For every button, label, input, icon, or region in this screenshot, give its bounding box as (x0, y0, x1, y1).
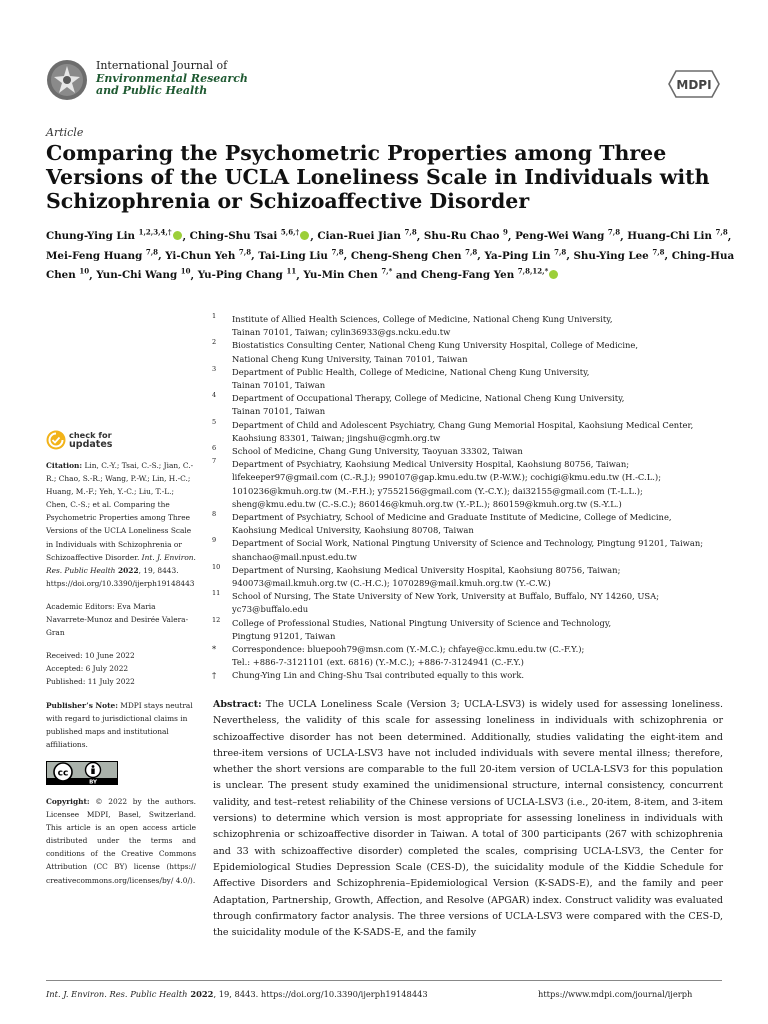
footer-doi[interactable]: , 19, 8443. https://doi.org/10.3390/ijerph19148443 (213, 989, 428, 999)
affiliation-number: 7 (212, 457, 217, 466)
author-entry (258, 247, 344, 262)
mdpi-logo (666, 68, 722, 100)
journal-name-line3: and Public Health (96, 84, 208, 97)
affiliation-item (212, 564, 732, 590)
check-updates-line1: check for (69, 430, 112, 440)
journal-name-line2: Environmental Research (96, 71, 248, 85)
author-name[interactable]: Shu-Ru Chao (423, 230, 500, 243)
affiliation-number: 1 (212, 312, 217, 320)
author-name[interactable]: Yu-Ping Chang (197, 269, 283, 282)
check-for-updates-button[interactable] (46, 430, 126, 452)
article-type: Article (46, 126, 84, 139)
author-entry (303, 266, 393, 282)
affiliation-number: 12 (212, 615, 221, 624)
affiliation-line: School of Medicine, Chang Gung University, Taoyuan 33302, Taiwan (232, 446, 523, 457)
affiliation-item (212, 537, 732, 563)
journal-name-line1: International Journal of (96, 59, 228, 72)
author-affiliation-marks: 9 (503, 228, 508, 237)
affiliation-item (212, 445, 732, 458)
citation-year: 2022 (115, 565, 139, 575)
author-name[interactable]: Ching-Shu Tsai (189, 230, 278, 243)
citation-text: Lin, C.-Y.; Tsai, C.-S.; Jian, C.-R.; Chao, S.-R.; Wang, P.-W.; Lin, H.-C.; Huang, M.-F.; Yeh, Y.-C.; Liu, T.-L.; Chen, C.-S.; et al. Comparing the Psychometric Properties among Three Versions of the UCLA Loneliness Scale in Individuals with Schizophrenia or Schizoaffective Disorder. (46, 461, 194, 562)
footer-journal-url[interactable]: https://www.mdpi.com/journal/ijerph (538, 989, 693, 999)
author-name[interactable]: Peng-Wei Wang (515, 230, 605, 243)
author-entry (317, 230, 416, 242)
affiliation-line: Tainan 70101, Taiwan; cylin36933@gs.ncku.edu.tw (232, 327, 451, 338)
author-affiliation-marks: 10 (79, 266, 90, 276)
journal-logo (46, 59, 88, 101)
affiliation-line: School of Nursing, The State University of New York, University at Buffalo, Buffalo, NY 14260, USA; (232, 591, 660, 602)
affiliation-line: Tainan 70101, Taiwan (232, 406, 326, 417)
affiliation-number: 6 (212, 444, 217, 453)
affiliation-number: 4 (212, 391, 217, 400)
abstract-text: The UCLA Loneliness Scale (Version 3; UCLA-LSV3) is widely used for assessing loneliness. Nevertheless, the validity of this scale for assessing loneliness in individuals with schizophrenia or schizoaffective disorder has not been determined. Additionally, studies validating the eight-item and three-item versions of UCLA-LSV3 have not included individuals with severe mental illness; therefore, whether the short versions are comparable to the full 20-item version of UCLA-LSV3 for this population is unclear. The present study examined the unidimensional structure, internal consistency, concurrent validity, and test–retest reliability of the Chinese versions of UCLA-LSV3 (i.e., 20-item, 8-item, and 3-item versions) to determine which version is most appropriate for assessing loneliness in individuals with schizophrenia or schizoaffective disorder in Taiwan. A total of 300 participants (267 with schizophrenia and 33 with schizoaffective disorder) completed the scales, comprising UCLA-LSV3, the Center for Epidemiological Studies Depression Scale (CES-D), the suicidality module of the Kiddie Schedule for Affective Disorders and Schizophrenia–Epidemiological Version (K-SADS-E), and the family and peer Adaptation, Partnership, Growth, Affection, and Resolve (APGAR) index. Construct validity was evaluated through confirmatory factor analysis. The three versions of UCLA-LSV3 were compared with the CES-D, the suicidality module of the K-SADS-E, and the family (213, 699, 723, 939)
affiliation-line: yc73@buffalo.edu (232, 604, 309, 615)
author-affiliation-marks: 7,8 (554, 247, 567, 257)
author-entry (420, 266, 559, 282)
article-title: Comparing the Psychometric Properties among Three Versions of the UCLA Loneliness Scale in Individuals with Schizophrenia or Schizoaffective Disorder (46, 141, 710, 213)
affiliation-line: Department of Psychiatry, School of Medicine and Graduate Institute of Medicine, College of Medicine, (232, 512, 672, 523)
copyright-text: © 2022 by the authors. Licensee MDPI, Basel, Switzerland. This article is an open access article distributed under the terms and conditions of the Creative Commons Attribution (CC BY) license (https:// creativecommons.org/licenses/by/ 4.0/). (46, 796, 196, 885)
author-entry (46, 230, 183, 242)
affiliation-line: Correspondence: bluepooh79@msn.com (Y.-M.C.); chfaye@cc.kmu.edu.tw (C.-F.Y.); (232, 644, 585, 655)
author-name[interactable]: Chung-Ying Lin (46, 230, 135, 243)
published-date: Published: 11 July 2022 (46, 677, 135, 687)
author-affiliation-marks: 7,8 (404, 228, 417, 237)
publisher-note (46, 699, 196, 751)
author-entry (627, 230, 727, 242)
author-entry (350, 247, 478, 262)
citation-label: Citation: (46, 461, 83, 470)
author-name[interactable]: Ya-Ping Lin (484, 249, 551, 262)
affiliation-item (212, 617, 732, 643)
mdpi-logo-text: MDPI (676, 78, 712, 92)
affiliation-line: sheng@kmu.edu.tw (C.-S.C.); 860146@kmuh.org.tw (Y.-P.L.); 860159@kmuh.org.tw (S.-Y.L.) (232, 498, 622, 509)
affiliations-list (212, 313, 732, 683)
affiliation-number: 10 (212, 562, 221, 571)
affiliation-item (212, 590, 732, 616)
author-affiliation-marks: 5,6,† (280, 228, 300, 237)
publisher-note-label: Publisher’s Note: (46, 700, 118, 710)
affiliation-line: lifekeeper97@gmail.com (C.-R.J.); 990107@gap.kmu.edu.tw (P.-W.W.); cochigi@kmu.edu.tw (H.-C.L.); (232, 472, 662, 483)
orcid-icon[interactable] (549, 270, 558, 279)
article-sidebar (46, 459, 196, 887)
author-affiliation-marks: 1,2,3,4,† (138, 228, 172, 237)
affiliation-item (212, 511, 732, 537)
orcid-icon[interactable] (300, 231, 309, 240)
affiliation-number: 3 (212, 364, 217, 373)
affiliation-line: 940073@mail.kmuh.org.tw (C.-H.C.); 1070289@mail.kmuh.org.tw (Y.-C.W.) (232, 578, 551, 589)
citation-block (46, 459, 196, 590)
affiliation-number: * (212, 644, 217, 655)
affiliation-line: Chung-Ying Lin and Ching-Shu Tsai contributed equally to this work. (232, 670, 525, 681)
affiliation-line: Tel.: +886-7-3121101 (ext. 6816) (Y.-M.C.); +886-7-3124941 (C.-F.Y.) (232, 657, 524, 668)
author-affiliation-marks: 11 (286, 266, 297, 276)
affiliation-item (212, 392, 732, 418)
orcid-icon[interactable] (173, 231, 182, 240)
publisher-note-text: MDPI stays neutral with regard to jurisdictional claims in published maps and institutional affiliations. (46, 700, 193, 749)
check-updates-icon (46, 430, 66, 450)
author-affiliation-marks: 7,8 (331, 247, 344, 257)
check-updates-line2: updates (69, 439, 113, 450)
affiliation-item (212, 366, 732, 392)
affiliation-line: National Cheng Kung University, Tainan 70101, Taiwan (232, 353, 468, 364)
author-entry (424, 230, 508, 242)
author-name[interactable]: Cheng-Sheng Chen (350, 249, 462, 262)
author-entry (165, 247, 252, 262)
footer-citation (46, 989, 428, 999)
affiliation-number: 9 (212, 536, 217, 545)
affiliation-line: College of Professional Studies, National Pingtung University of Science and Technology, (232, 617, 612, 628)
affiliation-number: † (212, 670, 217, 681)
author-entry (573, 247, 665, 262)
author-entry (515, 230, 620, 242)
author-entry (484, 247, 567, 262)
copyright-label: Copyright: (46, 796, 90, 806)
abstract (213, 697, 723, 941)
author-name[interactable]: Yu-Min Chen (303, 269, 378, 282)
author-affiliation-marks: 7,8 (607, 228, 621, 237)
author-name[interactable]: Cheng-Fang Yen (420, 269, 515, 282)
accepted-date: Accepted: 6 July 2022 (46, 664, 129, 674)
footer-year: 2022 (187, 989, 214, 999)
author-affiliation-marks: 7,8 (715, 228, 728, 237)
author-affiliation-marks: 10 (180, 266, 191, 276)
affiliation-item (212, 458, 732, 511)
author-name[interactable]: Yi-Chun Yeh (165, 249, 236, 262)
author-affiliation-marks: 7,8 (145, 247, 159, 257)
affiliation-line: Kaohsiung 83301, Taiwan; jingshu@cgmh.org.tw (232, 432, 441, 443)
author-affiliation-marks: 7,8 (652, 247, 665, 257)
footer-journal: Int. J. Environ. Res. Public Health (46, 989, 188, 999)
affiliation-item (212, 313, 732, 339)
author-affiliation-marks: 7,* (381, 266, 393, 276)
author-name[interactable]: Yun-Chi Wang (96, 269, 178, 282)
citation-volume: , 19, 8443. https://doi.org/10.3390/ijerph19148443 (46, 565, 195, 588)
affiliation-line: Institute of Allied Health Sciences, College of Medicine, National Cheng Kung University, (232, 314, 613, 324)
citation-journal: Int. J. Environ. Res. Public Health (46, 552, 196, 575)
svg-text:cc: cc (57, 768, 69, 779)
affiliation-number: 5 (212, 417, 217, 426)
affiliation-line: 1010236@kmuh.org.tw (M.-F.H.); y7552156@gmail.com (Y.-C.Y.); dai32155@gmail.com (T.-L.L.); (232, 485, 643, 496)
affiliation-line: Tainan 70101, Taiwan (232, 380, 326, 391)
affiliation-line: Biostatistics Consulting Center, National Cheng Kung University Hospital, College of Medicine, (232, 340, 639, 351)
footer-divider (46, 980, 722, 981)
affiliation-item (212, 643, 732, 669)
author-entry (46, 247, 159, 262)
author-name[interactable]: Ching-Hua Chen (46, 249, 735, 282)
affiliation-item (212, 419, 732, 445)
abstract-label: Abstract: (213, 699, 262, 710)
affiliation-number: 11 (212, 589, 221, 598)
affiliation-item (212, 669, 732, 682)
author-entry (190, 230, 311, 242)
affiliation-line: Department of Social Work, National Pingtung University of Science and Technology, Pingtung 91201, Taiwan; (232, 538, 704, 549)
affiliation-number: 2 (212, 338, 217, 347)
affiliation-line: Department of Nursing, Kaohsiung Medical University Hospital, Kaohsiung 80756, Taiwan; (232, 564, 621, 575)
copyright-notice (46, 795, 196, 887)
author-affiliation-marks: 7,8 (238, 247, 252, 257)
author-list: Chung-Ying Lin $^{1,2,3,4,\dagger}$ , Ching-Shu Tsai $^{5,6,\dagger}$ , Cian-Ruei Jian $^{7,8}$, Shu-Ru Chao $^9$, Peng-Wei Wang $^{7,8}$, Huang-Chi Lin $^{7,8}$, Mei-Feng Huang $^{7,8}$, Yi-Chun Yeh $^{7,8}$, Tai-Ling Liu $^{7,8}$, Cheng-Sheng Chen $^{7,8}$, Ya-Ping Lin $^{7,8}$, Shu-Ying Lee $^{7,8}$, Ching-Hua Chen $^{10}$, Yun-Chi Wang $^{10}$, Yu-Ping Chang $^{11}$, Yu-Min Chen $^{7,*}$ and Cheng-Fang Yen $^{7,8,12,*}$ (46, 228, 735, 282)
author-entry (96, 266, 191, 282)
author-name[interactable]: Cian-Ruei Jian (317, 230, 401, 243)
author-name[interactable]: Shu-Ying Lee (573, 249, 649, 262)
affiliation-line: Kaohsiung Medical University, Kaohsiung 80708, Taiwan (232, 525, 474, 536)
affiliation-number: 8 (212, 510, 217, 519)
journal-name (96, 60, 248, 98)
affiliation-line: Department of Child and Adolescent Psychiatry, Chang Gung Memorial Hospital, Kaohsiung Medical Center, (232, 419, 694, 430)
affiliation-item (212, 339, 732, 365)
affiliation-line: Department of Occupational Therapy, College of Medicine, National Cheng Kung University, (232, 393, 625, 404)
author-name[interactable]: Huang-Chi Lin (627, 230, 712, 243)
affiliation-line: Department of Psychiatry, Kaohsiung Medical University Hospital, Kaohsiung 80756, Taiwan; (232, 459, 630, 470)
author-name[interactable]: Tai-Ling Liu (258, 249, 328, 262)
affiliation-line: Department of Public Health, College of Medicine, National Cheng Kung University, (232, 366, 590, 377)
author-affiliation-marks: 7,8 (465, 247, 478, 257)
academic-editors: Academic Editors: Eva Maria Navarrete-Munoz and Desirée Valera-Gran (46, 601, 189, 638)
affiliation-line: Pingtung 91201, Taiwan (232, 630, 336, 641)
author-name[interactable]: Mei-Feng Huang (46, 249, 143, 262)
author-affiliation-marks: 7,8,12,* (517, 266, 549, 276)
cc-by-label: BY (89, 779, 97, 785)
cc-by-license-icon[interactable] (46, 761, 118, 785)
received-date: Received: 10 June 2022 (46, 651, 135, 661)
affiliation-line: shanchao@mail.npust.edu.tw (232, 551, 357, 562)
author-entry (197, 266, 297, 282)
